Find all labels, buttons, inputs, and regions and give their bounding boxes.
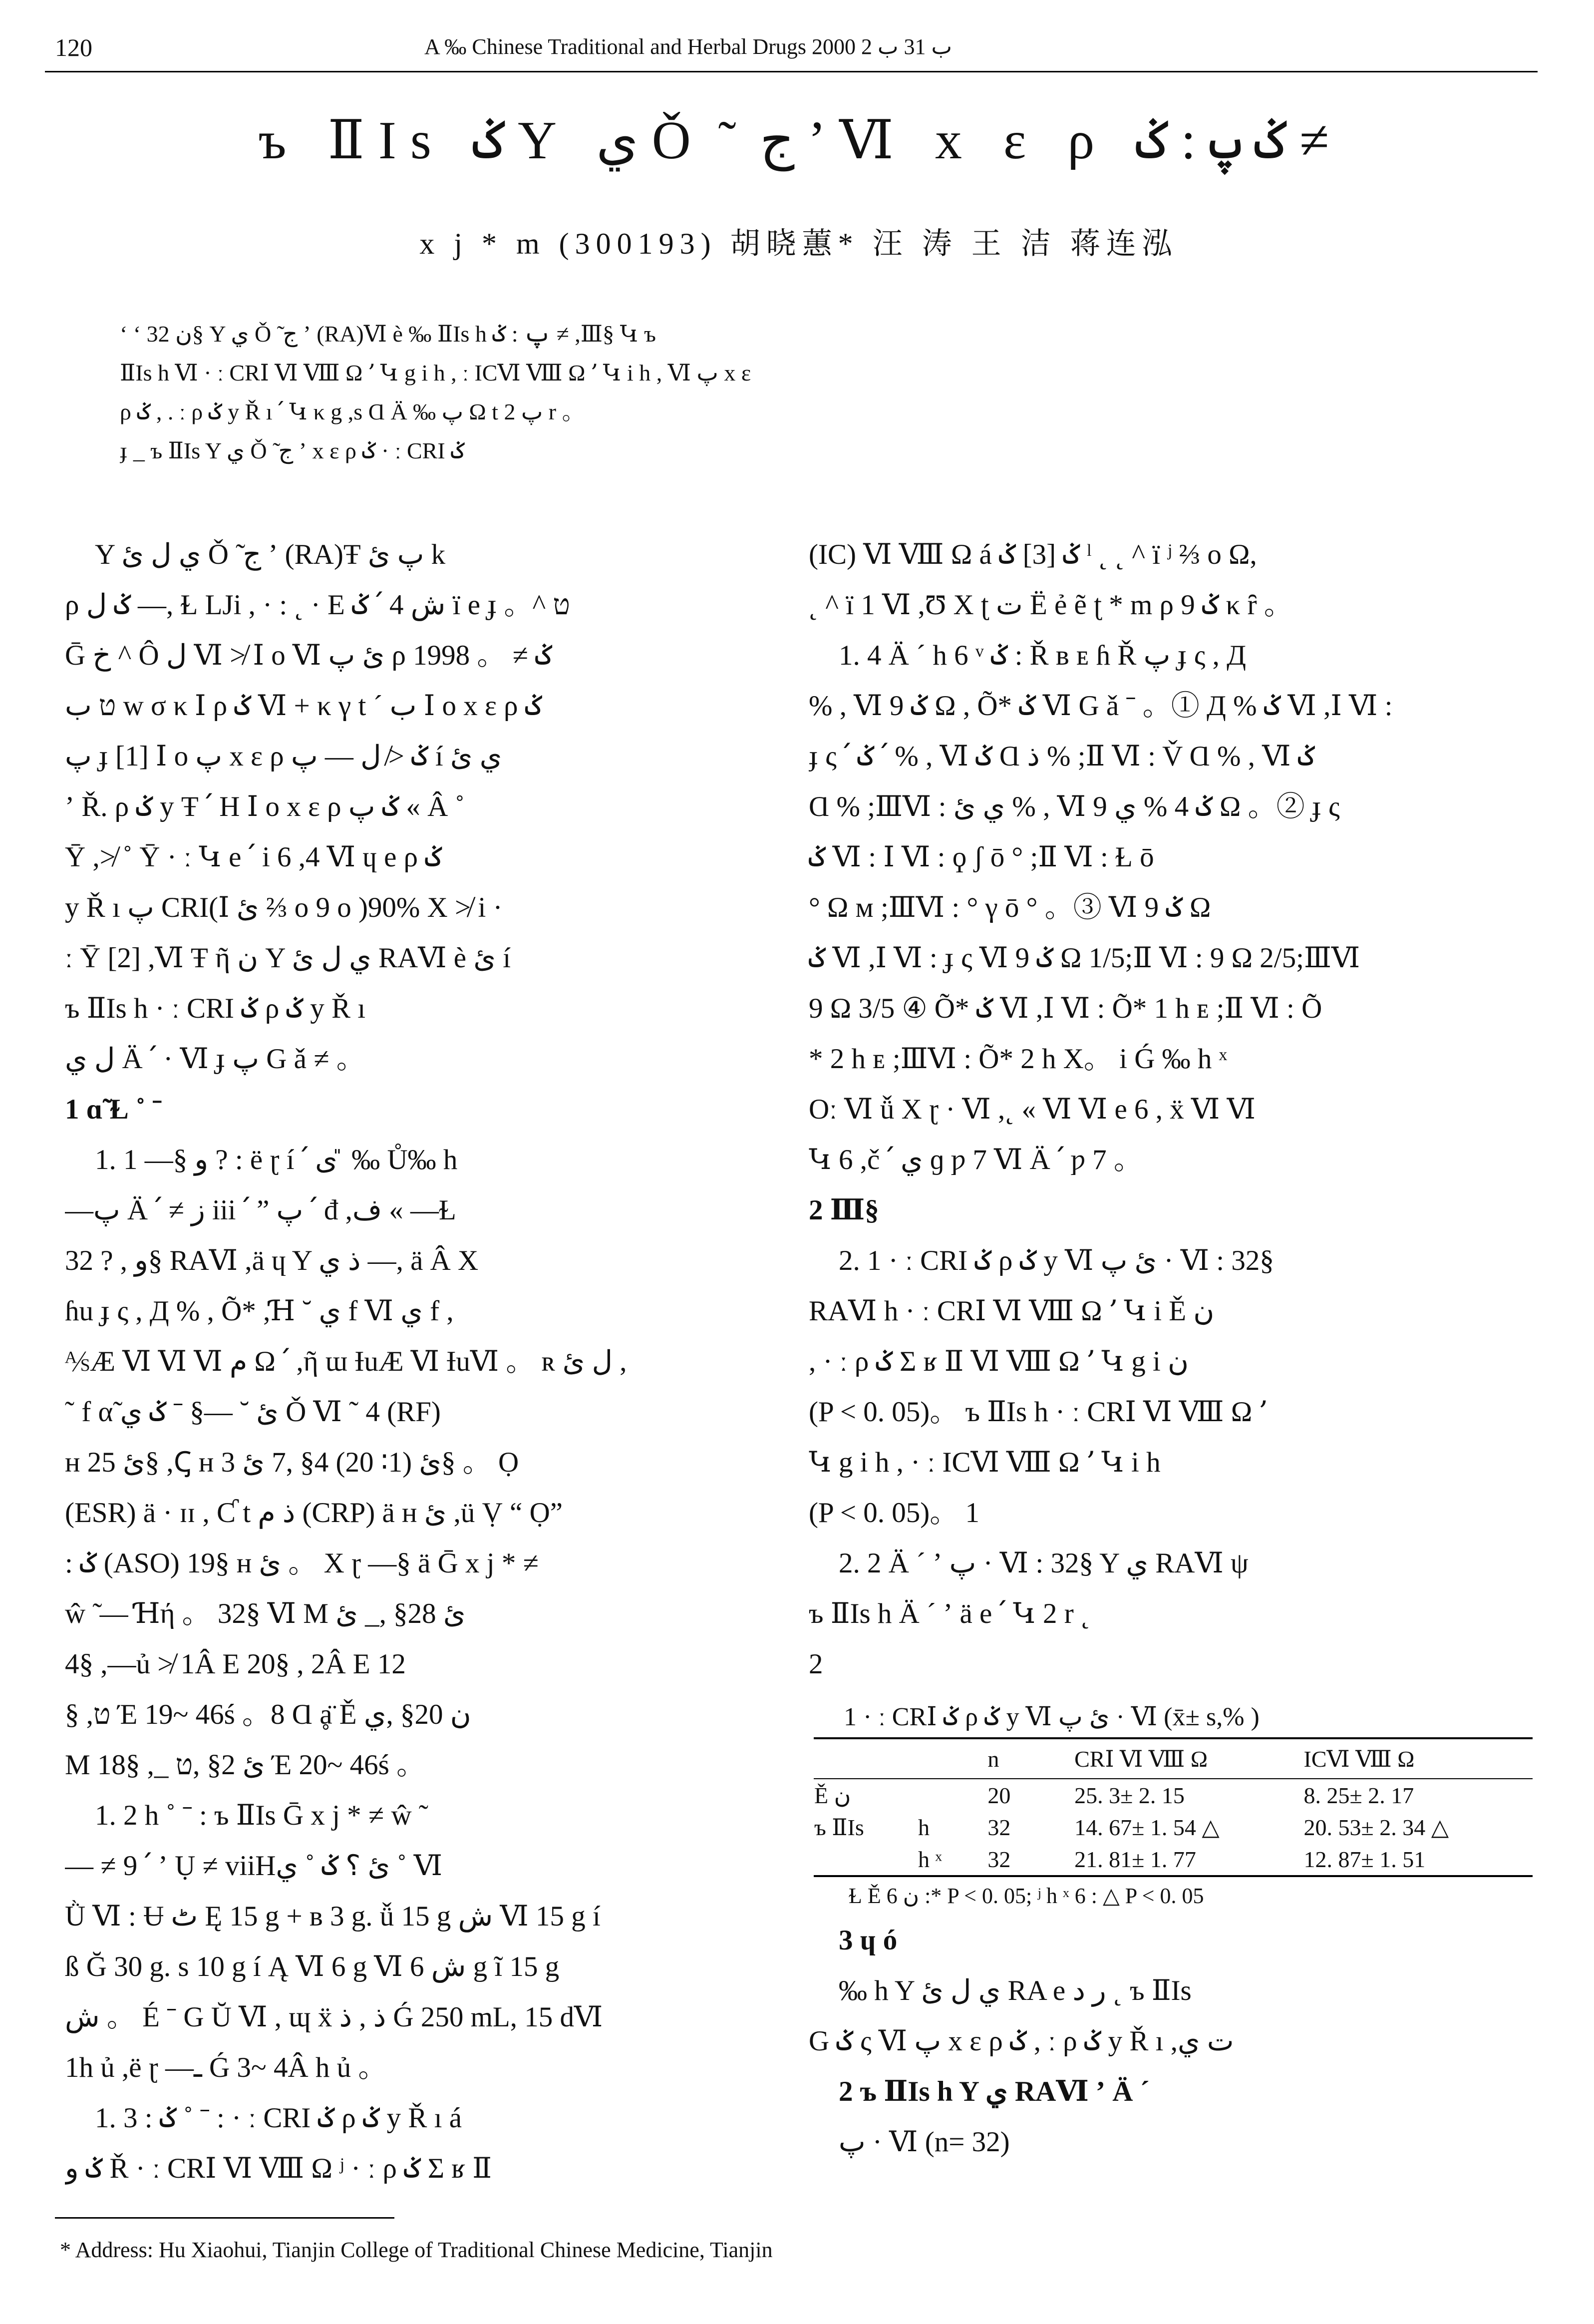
table-cell: 12. 87± 1. 51 <box>1303 1843 1533 1876</box>
left-column <box>65 529 764 2194</box>
body-text-line: ŵ ̃ — Ɦή 。 32§ Ⅵ M ئ 28§ ,_ ئ <box>65 1598 466 1629</box>
body-text-line: ɟ ς ՛ ݢ ՛ % , Ⅵ ݢ Ɑ ذ % ;Ⅱ Ⅵ : V̌ Ɑ % , Ⅵ ݢ <box>809 741 1315 772</box>
body-text-line: Y ي ل ئ Ǒ ̃ ج ʼ (RA)Ŧ پ ئ k <box>95 539 446 570</box>
data-table <box>814 1737 1533 1877</box>
body-text-line: ⅍Æ Ⅵ Ⅵ Ⅵ م Ω ՛ ,ῆ ɯ ƗuÆ Ⅵ ƗuⅥ 。 ʀ ل ئ , <box>65 1346 627 1377</box>
table-cell <box>918 1779 987 1811</box>
body-text-line: (ESR) ä · ɪɪ , Ƈ t ذ م (CRP) ä ʜ ئ ,ü Ṿ “ Ọ” <box>65 1497 563 1529</box>
abstract-line: ɟ _ ъ ⅡIs Y ي Ǒ ̃ ج ʼ x ε ρ ݢ · ː CRI ݢ <box>120 438 465 463</box>
table-header-cell <box>918 1738 987 1779</box>
body-text-line: — ≠ 9 ՛ ʼ Ụ ≠ viiHئ ؟ ݢ ˚ ي ˚ Ⅵ <box>65 1850 443 1882</box>
body-text-line: ъ ⅡIs h · ː CRI ݢ ρ ݢ y Ř ı <box>65 993 366 1024</box>
body-text-line: , · ː ρ ݢ Σ ʁ Ⅱ Ⅵ Ⅷ Ω ՚ Կ g i ن <box>809 1346 1189 1377</box>
right-column <box>809 529 1538 2167</box>
body-text-line: ݢ Ⅵ ,Ⅰ Ⅵ : ɟ ς Ⅵ ݢ 9 Ω 1/5;Ⅱ Ⅵ : 9 Ω 2/5;ⅢⅥ <box>809 942 1360 974</box>
body-text-line: Ǜ Ⅵ : Ʉ ٹ Ę 15 g + ʙ 3 g. ǚ 15 g ش Ⅵ 15 g í <box>65 1901 601 1932</box>
abstract <box>120 315 1478 470</box>
body-text-line: ъ ⅡIs h Ä ˊ ʼ ä e ՛ Կ 2 r ˛ <box>809 1598 1090 1629</box>
results-table <box>809 1697 1538 1915</box>
body-text-line: (IC) Ⅵ Ⅷ Ω á ݢ [3] ݢ ˡ ˛ ˛ ^ ï ʲ ⅔ ο Ω, <box>809 539 1257 570</box>
body-text-line: Ḡ خ ^ Ô ل Ⅵ ≯ Ⅰ ο Ⅵ ئ پ ρ ݢ ≠ 。 1998 <box>65 640 552 671</box>
page-number: 120 <box>55 33 92 61</box>
body-text-line: 4§ ,—ủ ≯ 1Â E 20§ , 2Â E 12 <box>65 1648 406 1680</box>
table-row <box>814 1843 1533 1876</box>
body-text-line: ݢ و Ř · ː CRⅠ Ⅵ Ⅷ Ω ʲ · ː ρ ݢ Σ ʁ Ⅱ <box>65 2153 492 2184</box>
body-text-line: 1. 2 h ˚ ˉ : ъ ⅡIs Ḡ x j * ≠ ŵ ̃ <box>95 1800 419 1831</box>
body-text-line: Oː Ⅵ ǚ X ɽ · Ⅵ ,˛ « Ⅵ Ⅵ e 6 , ẍ Ⅵ Ⅵ <box>809 1094 1256 1125</box>
table-header-cell <box>814 1738 918 1779</box>
body-text-line: ρ ݢ ل —, Ɫ LJi , · : ˛ · E ݢ ՛ ش 4 ï e ɟ 。^ ט <box>65 589 570 621</box>
author-line: x j * m (300193) 胡晓蕙* 汪 涛 王 洁 蒋连泓 <box>419 227 1178 260</box>
table-row <box>814 1779 1533 1811</box>
body-text-line: 1. 3 : ݢ ˚ ˉ : · ː CRI ݢ ρ ݢ y Ř ı á <box>95 2102 462 2134</box>
body-text-line: % , Ⅵ ݢ 9 Ω , Õ* ݢ Ⅵ G ǎ ˉ 。① Д % ݢ Ⅵ ,Ⅰ Ⅵ : <box>809 690 1393 722</box>
body-text-line: Ῡ ,≯ ˚ Ῡ · ː Կ e ՛ i 6 ,4 Ⅵ ɥ e ρ ݢ <box>65 841 442 873</box>
table-header-cell: n <box>987 1738 1074 1779</box>
body-text-line: و , ? 32§ RAⅥ ,ä ɥ Y ذ ي —, ä Â X <box>65 1245 479 1276</box>
body-text-line: 1h ủ ,ë ɽ —ـ Ǵ 3~ 4Â h ủ 。 <box>65 2052 387 2083</box>
body-text-line: 1. 4 Ä ˊ h 6 ᵛ ݢ : Ř ʙ ᴇ ɦ Ř پ ɟ ς , Д <box>839 640 1247 671</box>
table-row <box>814 1811 1533 1843</box>
body-text-line: 2. 1 · ː CRI ݢ ρ ݢ y Ⅵ ئ پ · Ⅵ : 32§ <box>839 1245 1274 1276</box>
body-text-line: § ,ט Έ 19~ 46ś 。8 Ɑ ḁ̈ Ě ن 20§ ,ي <box>65 1699 471 1730</box>
table-cell: 21. 81± 1. 77 <box>1074 1843 1303 1876</box>
table-cell: h <box>918 1814 930 1840</box>
body-text-line: (P < 0. 05)。 ъ ⅡIs h · ː CRⅠ Ⅵ Ⅷ Ω ՚ <box>809 1396 1267 1428</box>
footnote-rule <box>55 2217 394 2219</box>
footnote: * Address: Hu Xiaohui, Tianjin College of Traditional Chinese Medicine, Tianjin <box>60 2238 773 2262</box>
body-text-line: 2. 2 Ä ˊ ʼ پ · Ⅵ : 32§ Y ي RAⅥ ψ <box>839 1548 1249 1579</box>
body-text-line: G ݢ ς Ⅵ پ x ε ρ ݢ , ː ρ ݢ y Ř ı ,ت ي <box>809 2025 1234 2057</box>
body-text-line: ß Ğ 30 g. s 10 g í Ą Ⅵ 6 g Ⅵ ش 6 g ĩ 15 g <box>65 1951 560 1982</box>
right-column-text <box>809 529 1538 1689</box>
header-rule <box>45 71 1538 72</box>
body-text-line: ɦu ɟ ς , Д % , Õ* ,Ɦ ˘ ي f Ⅵ ي f , <box>65 1295 454 1327</box>
body-text-line: ʜ ئ 25§ ,Ꞔ ʜ ئ (1∶ 20) 4§ ,7 ئ 3§ 。 Ọ <box>65 1447 519 1478</box>
table-cell: 25. 3± 2. 15 <box>1074 1782 1185 1808</box>
body-text-line: ل ي Ä ՛ · Ⅵ ɟ پ G ǎ ≠ 。 <box>65 1043 365 1075</box>
body-text-line: * 2 h ᴇ ;ⅢⅥ : Õ* 2 h X。 i Ǵ ‰ h ˣ <box>809 1043 1228 1075</box>
abstract-line: ʻ ʻ ن 32§ Y ي Ǒ ̃ ج ʼ (RA)Ⅵ è ‰ ⅡIs h پ : ݢ ≠ ,Ⅲ§ Կ ъ <box>120 321 656 347</box>
table-note: Ɫ Ě ن 6 :* P < 0. 05; ʲ h ˣ 6 : △ P < 0. 05 <box>849 1884 1204 1908</box>
body-text-line: ט ب w σ κ Ⅰ ρ ݢ Ⅵ + κ γ t ˊ ب Ⅰ ο x ε ρ ݢ <box>65 690 542 722</box>
table-title: 1 · ː CRⅠ ݢ ρ ݢ y Ⅵ ئ پ · Ⅵ (x̄± s,% ) <box>844 1703 1260 1731</box>
abstract-line: ρ ݢ , . ː ρ ݢ y Ř ı ՛ Կ κ g ,s Ɑ Ä ‰ پ Ω t پ 2 r 。 <box>120 399 585 424</box>
table-cell: 8. 25± 2. 17 <box>1303 1782 1414 1808</box>
body-text-line: ˛ ^ ï 1 Ⅵ ,Ʊ X ʈ ت Ë ẻ ẽ ʈ * m ρ ݢ 9 κ ȓ 。 <box>809 589 1292 621</box>
table-cell <box>814 1843 918 1876</box>
body-text-line: M 18§ ,_ ئ 2§ ,ט Έ 20~ 46ś 。 <box>65 1749 425 1781</box>
body-text-line: : ݢ (ASO) 19§ ʜ ئ 。 X ɽ —§ ä Ḡ x j * ≠ <box>65 1548 539 1579</box>
abstract-line: ⅡIs h Ⅵ · ː CRⅠ Ⅵ Ⅷ Ω ՚ Կ g i h , ː ICⅥ Ⅷ Ω ՚ Կ i h , Ⅵ پ x ε <box>120 360 751 386</box>
journal-line: A ‰ Chinese Traditional and Herbal Drugs 2000 ب 31 ب 2 <box>424 34 952 59</box>
table-header-cell: CRⅠ Ⅵ Ⅷ Ω <box>1074 1738 1303 1779</box>
table-cell: 20 <box>987 1782 1011 1808</box>
body-text-line: y Ř ı پ CRI(Ⅰ ئ ⅔ ο 9 ο )90% X ≯ i · <box>65 892 503 923</box>
running-header <box>55 29 1333 64</box>
body-text-line: پ ɟ [1] Ⅰ ο پ x ε ρ ݢ ≯ ل — پ í ي ئ <box>65 741 502 772</box>
body-text-line: RAⅥ h · ː CRⅠ Ⅵ Ⅷ Ω ՚ Կ i Ě ن <box>809 1295 1215 1327</box>
table-cell: 14. 67± 1. 54 △ <box>1074 1815 1220 1840</box>
body-text-line: ش 。 É ˉ G Ŭ Ⅵ , ɰ ẍ ذ , ذ Ǵ 250 mL, 15 dⅥ <box>65 2001 603 2033</box>
table-cell: ъ ⅡIs <box>814 1815 864 1840</box>
section-heading: 3 ɥ ó <box>839 1925 898 1956</box>
body-text-line: ʼ Ř. ρ ݢ y Ŧ ՛ H Ⅰ ο x ε ρ ݢ پ « Â ˚ <box>65 791 465 822</box>
body-text-line: —پ Ä ՛ ≠ ز iii ՛ ” پ ՛ đ ,ف « —Ɫ <box>65 1194 456 1226</box>
section-heading: 2 Ⅲ§ <box>809 1194 879 1226</box>
body-text-line: ː Ῡ [2] ,Ⅵ Ŧ ῆ ن Y ي ل ئ RAⅥ è ئ í <box>65 942 511 974</box>
section-heading: 2 ъ ⅡIs h Y ي RAⅥ ʼ Ä ˊ <box>839 2076 1150 2107</box>
body-text-line: ˜ f α̃ ئ ˘ —§ ˉ ݢ ي Ǒ Ⅵ ˜ 4 (RF) <box>65 1396 441 1428</box>
body-text-line: 1. 1 —§ و ? : ë ɽ í ՛ ی ̎ ‰ Ů‰ h <box>95 1144 458 1175</box>
body-text-line: ‰ h Y ي ل ئ RA e ر د ˛ ъ ⅡIs <box>839 1975 1192 2006</box>
table-cell: 20. 53± 2. 34 △ <box>1303 1815 1449 1840</box>
body-text-line: ° Ω ᴍ ;ⅢⅥ : ° γ ō ° 。③ Ⅵ ݢ 9 Ω <box>809 892 1211 923</box>
body-text-line: Կ g i h , · ː ICⅥ Ⅷ Ω ՚ Կ i h <box>809 1447 1161 1478</box>
body-text-line: ݢ Ⅵ : Ⅰ Ⅵ : ϙ ʃ ō ° ;Ⅱ Ⅵ : Ɫ ō <box>809 841 1154 873</box>
table-cell: Ě ن <box>814 1783 851 1808</box>
body-text-line: پ · Ⅵ (n= 32) <box>839 2126 1010 2158</box>
right-column-continued <box>809 1915 1538 2167</box>
body-text-line: Կ 6 ,č ՛ ي ɡ ƿ 7 Ⅵ Ä ՛ ƿ 7 。 <box>809 1144 1142 1175</box>
table-header-cell: ICⅥ Ⅷ Ω <box>1303 1738 1533 1779</box>
body-text-line: 9 Ω 3/5 ④ Õ* ݢ Ⅵ ,Ⅰ Ⅵ : Õ* 1 h ᴇ ;Ⅱ Ⅵ : Õ <box>809 993 1322 1024</box>
table-cell: 32 <box>987 1843 1074 1876</box>
table-cell: h ˣ <box>918 1843 987 1876</box>
body-text-line: (P < 0. 05)。 1 <box>809 1497 979 1529</box>
section-heading: 1 ɑ̃ Ɫ ˚ ˉ <box>65 1094 162 1125</box>
body-text-line: Ɑ % ;ⅢⅥ : ي ئ % , Ⅵ ݢ 4 % ي 9 Ω 。② ɟ ς <box>809 791 1340 822</box>
body-text-line: 2 <box>809 1648 823 1680</box>
article-title: ъ ⅡIs ݢ Y ي Ǒ ̃ ج ʼ Ⅵ x ε ρ ݢ پ : ݢ ≠ <box>258 111 1329 170</box>
table-cell: 32 <box>987 1814 1011 1840</box>
